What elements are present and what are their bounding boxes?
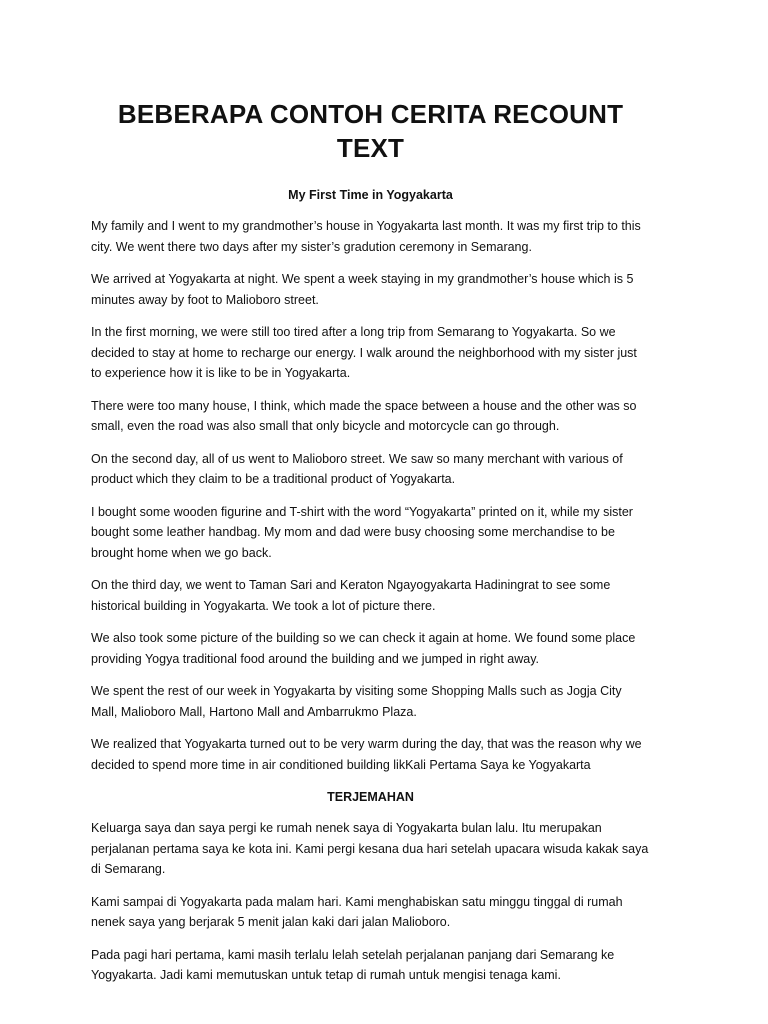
translation-paragraph: Kami sampai di Yogyakarta pada malam hari. Kami menghabiskan satu minggu tinggal di rumah nenek saya yang berjarak 5 menit jalan kaki dari jalan Malioboro. (91, 894, 623, 929)
story-paragraph: My family and I went to my grandmother’s house in Yogyakarta last month. It was my first trip to this city. We went there two days after my sister’s gradution ceremony in Semarang. (91, 219, 641, 254)
translation-paragraph: Keluarga saya dan saya pergi ke rumah nenek saya di Yogyakarta bulan lalu. Itu merupakan perjalanan pertama saya ke kota ini. Kami pergi kesana dua hari setelah upacara wisuda kakak saya di Semarang. (91, 821, 649, 876)
story-paragraph: We spent the rest of our week in Yogyakarta by visiting some Shopping Malls such as Jogja City Mall, Malioboro Mall, Hartono Mall and Ambarrukmo Plaza. (91, 684, 622, 719)
story-paragraph: We also took some picture of the building so we can check it again at home. We found some place providing Yogya traditional food around the building and we jumped in right away. (91, 631, 636, 666)
story-paragraph: On the third day, we went to Taman Sari and Keraton Ngayogyakarta Hadiningrat to see some historical building in Yogyakarta. We took a lot of picture there. (91, 578, 611, 613)
story-paragraph: We realized that Yogyakarta turned out to be very warm during the day, that was the reason why we decided to spend more time in air conditioned building likKali Pertama Saya ke Yogyakarta (91, 737, 642, 772)
translation-paragraph: Pada pagi hari pertama, kami masih terlalu lelah setelah perjalanan panjang dari Semarang ke Yogyakarta. Jadi kami memutuskan untuk tetap di rumah untuk mengisi tenaga kami. (91, 947, 615, 982)
story-paragraph: On the second day, all of us went to Malioboro street. We saw so many merchant with various of product which they claim to be a traditional product of Yogyakarta. (91, 451, 623, 486)
translation-heading: TERJEMAHAN (327, 790, 414, 804)
story-paragraph: We arrived at Yogyakarta at night. We spent a week staying in my grandmother’s house which is 5 minutes away by foot to Malioboro street. (91, 272, 634, 307)
story-paragraph: In the first morning, we were still too tired after a long trip from Semarang to Yogyakarta. So we decided to stay at home to recharge our energy. I walk around the neighborhood with my sister just to experience how it is like to be in Yogyakarta. (91, 325, 637, 380)
story-paragraph: There were too many house, I think, which made the space between a house and the other was so small, even the road was also small that only bicycle and motorcycle can go through. (91, 398, 637, 433)
story-title: My First Time in Yogyakarta (288, 188, 453, 202)
story-paragraph: I bought some wooden figurine and T-shirt with the word “Yogyakarta” printed on it, while my sister bought some leather handbag. My mom and dad were busy choosing some merchandise to be brought home when we go back. (91, 504, 633, 560)
document-title: BEBERAPA CONTOH CERITA RECOUNT TEXT (117, 99, 624, 163)
